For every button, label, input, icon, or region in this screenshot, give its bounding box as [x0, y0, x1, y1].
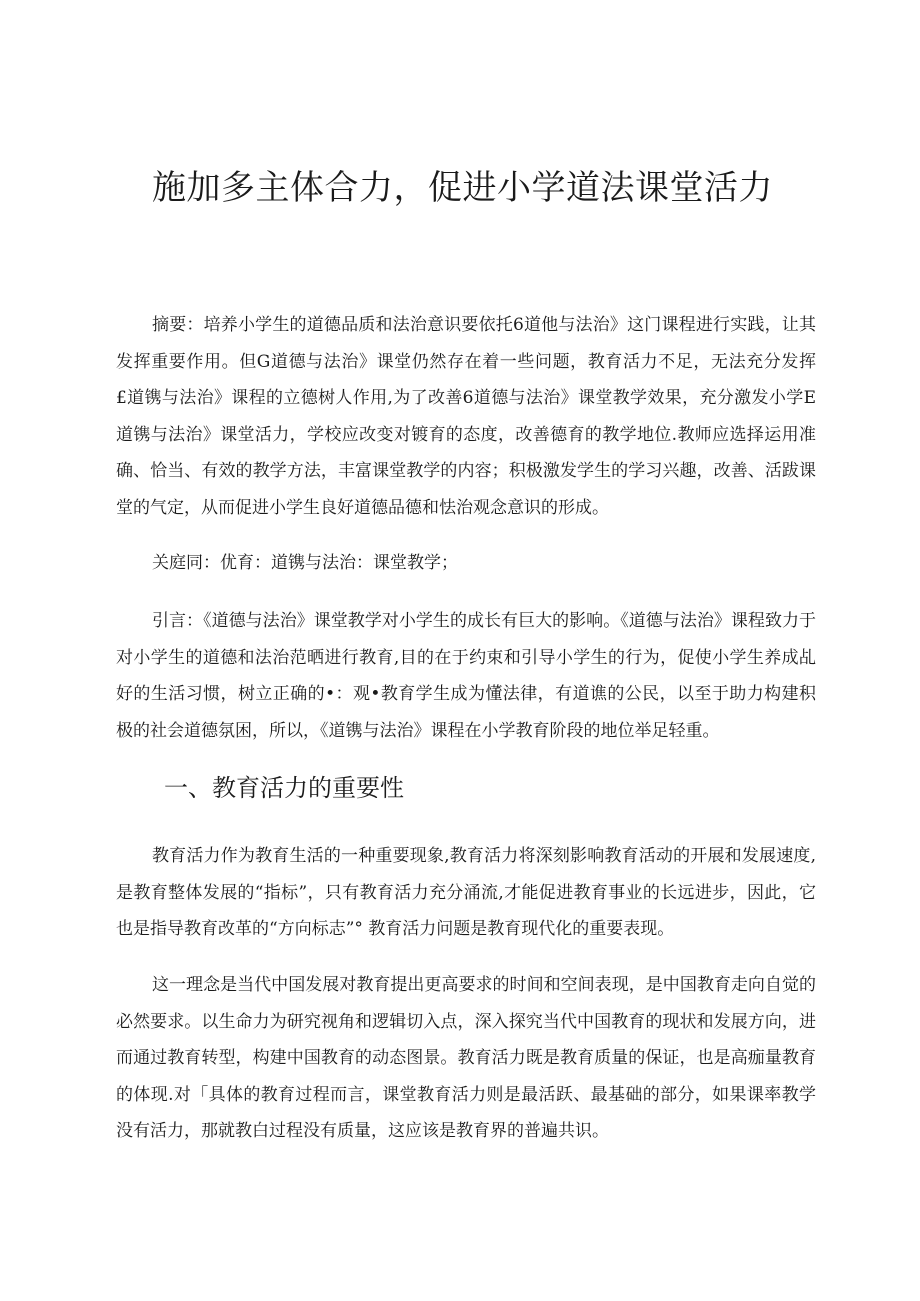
- keywords-line: 关庭同：优育：道镌与法治：课堂教学；: [152, 553, 458, 573]
- document-title: 施加多主体合力，促进小学道法课堂活力: [152, 168, 773, 208]
- body-paragraph-1: 教育活力作为教育生活的一种重要现象,教育活力将深刻影响教育活动的开展和发展速度,是教育整体发展的“指标”，只有教育活力充分涌流,才能促进教育事业的长远进步，因此，它也是指导教育改革的“方向标志”° 教育活力问题是教育现代化的重要表现。: [116, 846, 816, 939]
- introduction-paragraph: 引言：《道德与法治》课堂教学对小学生的成长有巨大的影响。《道德与法治》课程致力于对小学生的道德和法治范晒进行教育,目的在于约束和引导小学生的行为，促使小学生养成乩好的生活习惯，树立正确的•：观•教育学生成为懂法律，有道谯的公民，以至于助力构建积极的社会道德氛困，所以，《道镌与法治》课程在小学教育阶段的地位举足轻重。: [116, 611, 816, 741]
- abstract-paragraph: 摘要：培养小学生的道德品质和法治意识要依托6道他与法治》这门课程进行实践，让其发挥重要作用。但G道德与法治》课堂仍然存在着一些问题，教育活力不足，无法充分发挥£道镌与法治》课程的立德树人作用,为了改善6道德与法治》课堂教学效果，充分激发小学E道镌与法治》课堂活力，学校应改变对镀育的态度，改善德育的教学地位.教师应选择运用准确、恰当、有效的教学方法，丰富课堂教学的内容；积极激发学生的学习兴趣，改善、活跋课堂的气定，从而促进小学生良好道德品德和怯治观念意识的形成。: [116, 315, 816, 518]
- body-paragraph-2: 这一理念是当代中国发展对教育提出更高要求的时间和空间表现，是中国教育走向自觉的必然要求。以生命力为研究视角和逻辑切入点，深入探究当代中国教育的现状和发展方向，进而通过教育转型，构建中国教育的动态图景。教育活力既是教育质量的保证，也是高痂量教育的体现.对「具体的教育过程而言，课堂教育活力则是最活跃、最基础的部分，如果课率教学没有活力，那就教白过程没有质量，这应该是教育界的普遍共识。: [116, 975, 816, 1141]
- section-heading: 一、教育活力的重要性: [164, 774, 404, 802]
